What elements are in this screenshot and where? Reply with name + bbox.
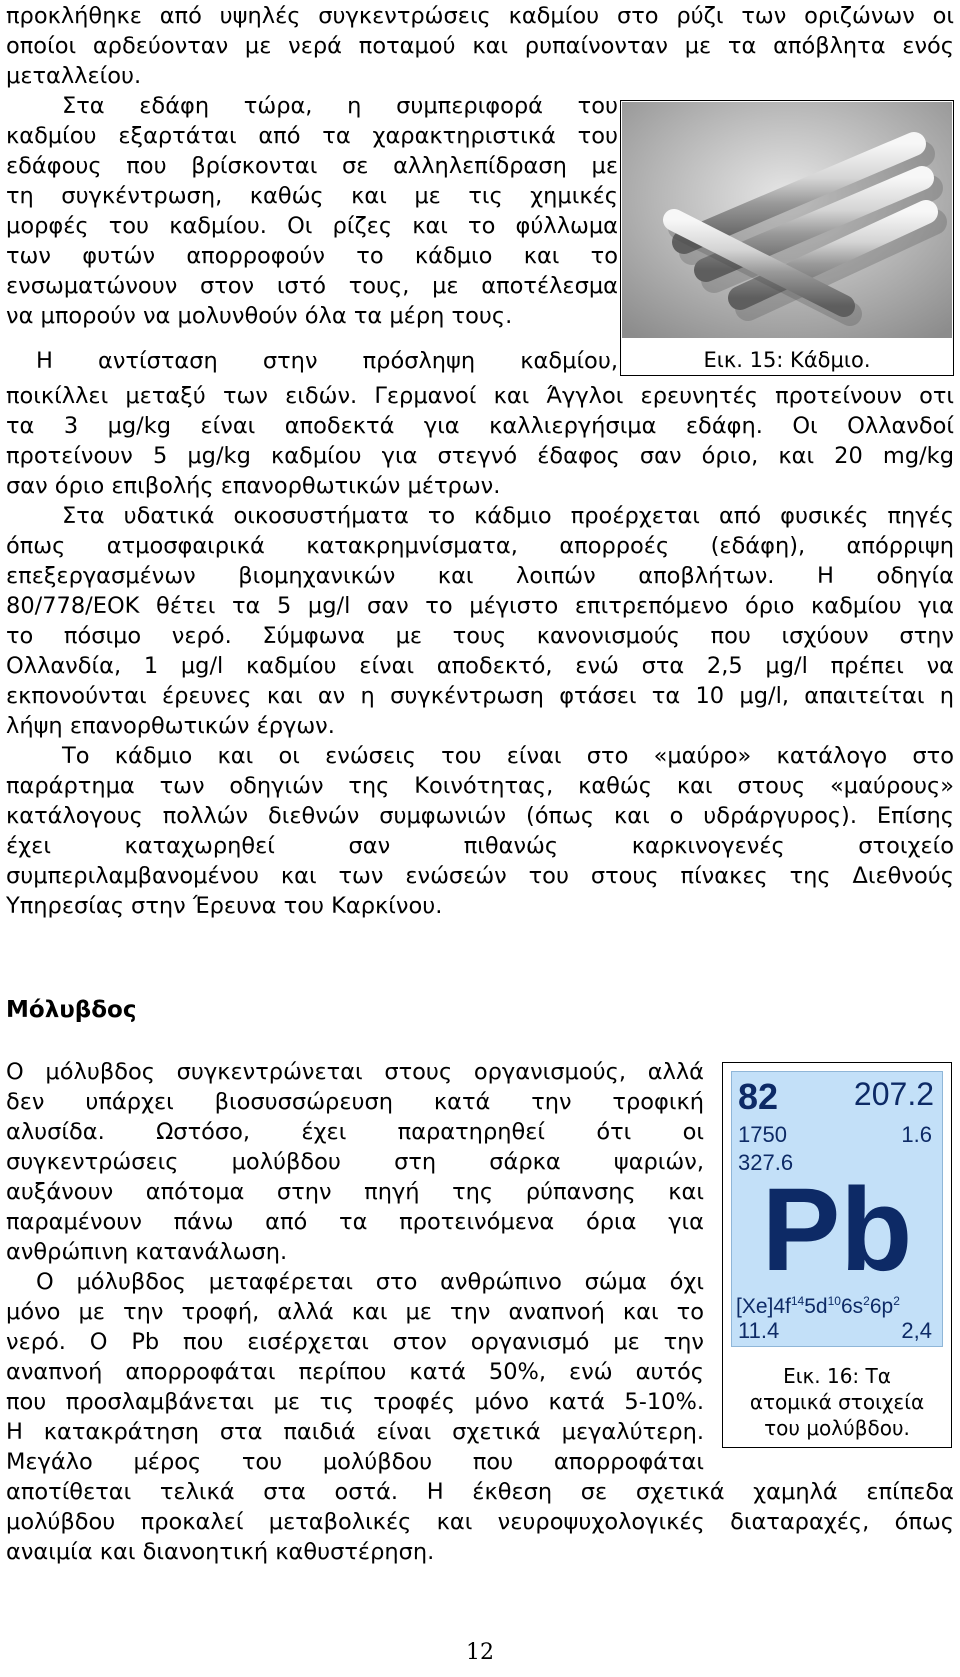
- text-line: το πόσιμο νερό. Σύμφωνα με τους κανονισμούς που ισχύουν στην: [6, 623, 954, 649]
- element-tile: [731, 1071, 943, 1347]
- text-line: 80/778/ΕΟΚ θέτει τα 5 μg/l σαν το μέγιστο επιτρεπόμενο όριο καδμίου για: [6, 593, 954, 619]
- text-line: αναπνοή απορροφάται περίπου κατά 50%, ενώ αυτός: [6, 1359, 704, 1385]
- text-line: εκπονούνται έρευνες και αν η συγκέντρωση φτάσει τα 10 μg/l, απαιτείται η: [6, 683, 954, 709]
- figure-cadmium: [620, 100, 954, 376]
- text-line: των φυτών απορροφούν το κάδμιο και το: [6, 243, 618, 269]
- page-number: 12: [466, 1640, 494, 1665]
- text-line: προκλήθηκε από υψηλές συγκεντρώσεις καδμίου στο ρύζι των οριζώνων οι: [6, 3, 954, 29]
- electronegativity: 1.6: [901, 1122, 932, 1147]
- melting-point: 327.6: [738, 1150, 794, 1175]
- text-line: σαν όριο επιβολής επανορθωτικών μέτρων.: [6, 473, 501, 499]
- text-line: παραμένουν πάνω από τα προτεινόμενα όρια για: [6, 1209, 704, 1235]
- text-line: αναιμία και διανοητική καθυστέρηση.: [6, 1539, 435, 1565]
- text-line: εδάφους που βρίσκονται σε αλληλεπίδραση με: [6, 153, 618, 179]
- text-line: ποικίλλει μεταξύ των ειδών. Γερμανοί και Άγγλοι ερευνητές προτείνουν οτι: [6, 383, 954, 409]
- text-line: κατάλογους πολλών διεθνών συμφωνιών (όπως και ο υδράργυρος). Επίσης: [6, 803, 954, 829]
- boiling-point: 1750: [738, 1122, 787, 1147]
- element-symbol: Pb: [761, 1164, 913, 1296]
- figure-lead: [722, 1062, 952, 1448]
- text-line: επεξεργασμένων βιομηχανικών και λοιπών αποβλήτων. Η οδηγία: [6, 563, 954, 589]
- text-line: οποίοι αρδεύονταν με νερά ποταμού και ρυπαίνονταν με τα απόβλητα ενός: [6, 33, 954, 59]
- text-line: Ολλανδία, 1 μg/l καδμίου είναι αποδεκτό, ενώ στα 2,5 μg/l πρέπει να: [6, 653, 954, 679]
- electron-configuration: $[Xe]4f^{14}5d^{10}6s^26p^2$: [736, 1294, 900, 1318]
- text-line: νερό. Ο Pb που εισέρχεται στον οργανισμό με την: [6, 1329, 704, 1355]
- text-line: Ο μόλυβδος μεταφέρεται στο ανθρώπινο σώμα όχι: [36, 1269, 704, 1295]
- text-line: δεν υπάρχει βιοσυσσώρευση κατά την τροφική: [6, 1089, 704, 1115]
- text-line: Ο μόλυβδος συγκεντρώνεται στους οργανισμούς, αλλά: [6, 1059, 704, 1085]
- text-line: παράρτημα των οδηγιών της Κοινότητας, καθώς και στους «μαύρους»: [6, 773, 954, 799]
- atomic-mass: 207.2: [853, 1076, 934, 1112]
- density: 11.4: [738, 1318, 780, 1343]
- text-line: που προσλαμβάνεται με τις τροφές μόνο κατά 5-10%.: [6, 1389, 704, 1415]
- text-line: Υπηρεσίας στην Έρευνα του Καρκίνου.: [6, 893, 443, 919]
- text-line: Η κατακράτηση στα παιδιά είναι σχετικά μεγαλύτερη.: [6, 1419, 704, 1445]
- caption-line: του μολύβδου.: [764, 1416, 910, 1440]
- text-line: τα 3 μg/kg είναι αποδεκτά για καλλιεργήσιμα εδάφη. Οι Ολλανδοί: [6, 413, 954, 439]
- text-line: Μεγάλο μέρος του μολύβδου που απορροφάται: [6, 1449, 704, 1475]
- text-line: μορφές του καδμίου. Οι ρίζες και το φύλλωμα: [6, 213, 618, 239]
- text-line: αποτίθεται τελικά στα οστά. Η έκθεση σε σχετικά χαμηλά επίπεδα: [6, 1479, 954, 1505]
- text-line: μεταλλείου.: [6, 63, 142, 89]
- text-line: ενσωματώνουν στον ιστό τους, με αποτέλεσμα: [6, 273, 618, 299]
- text-line: καδμίου εξαρτάται από τα χαρακτηριστικά του: [6, 123, 618, 149]
- caption-line: ατομικά στοιχεία: [749, 1390, 925, 1414]
- text-line: όπως ατμοσφαιρικά κατακρημνίσματα, απορροές (εδάφη), απόρριψη: [6, 533, 954, 559]
- text-line: προτείνουν 5 μg/kg καδμίου για στεγνό έδαφος σαν όριο, και 20 mg/kg: [6, 443, 954, 469]
- text-line: Στα εδάφη τώρα, η συμπεριφορά του: [62, 93, 618, 119]
- text-line: τη συγκέντρωση, καθώς και με τις χημικές: [6, 183, 618, 209]
- text-line: Στα υδατικά οικοσυστήματα το κάδμιο προέρχεται από φυσικές πηγές: [62, 503, 954, 529]
- section-heading: Μόλυβδος: [6, 997, 137, 1023]
- caption-line: Εικ. 16: Τα: [783, 1364, 891, 1388]
- text-line: ανθρώπινη κατανάλωση.: [6, 1239, 288, 1265]
- oxidation-states: 2,4: [901, 1318, 932, 1343]
- text-line: Το κάδμιο και οι ενώσεις του είναι στο «μαύρο» κατάλογο στο: [62, 743, 954, 769]
- text-line: να μπορούν να μολυνθούν όλα τα μέρη τους.: [6, 303, 513, 329]
- text-line: μολύβδου προκαλεί μεταβολικές και νευροψυχολογικές διαταραχές, όπως: [6, 1509, 954, 1535]
- text-line: μόνο με την τροφή, αλλά και με την αναπνοή και το: [6, 1299, 704, 1325]
- text-line: Η αντίσταση στην πρόσληψη καδμίου,: [36, 348, 618, 374]
- text-line: αλυσίδα. Ωστόσο, έχει παρατηρηθεί ότι οι: [6, 1119, 704, 1145]
- text-line: έχει καταχωρηθεί σαν πιθανώς καρκινογενές στοιχείο: [6, 833, 954, 859]
- text-line: λήψη επανορθωτικών έργων.: [6, 713, 335, 739]
- text-line: συμπεριλαμβανομένου και των ενώσεών του στους πίνακες της Διεθνούς: [6, 863, 954, 889]
- figure-15-caption: Εικ. 15: Κάδμιο.: [703, 348, 871, 372]
- text-line: αυξάνουν απότομα στην πηγή της ρύπανσης και: [6, 1179, 704, 1205]
- figure-16-caption: [727, 1363, 947, 1441]
- cadmium-photo: [622, 102, 952, 338]
- atomic-number: 82: [738, 1076, 779, 1117]
- text-line: συγκεντρώσεις μολύβδου στη σάρκα ψαριών,: [6, 1149, 704, 1175]
